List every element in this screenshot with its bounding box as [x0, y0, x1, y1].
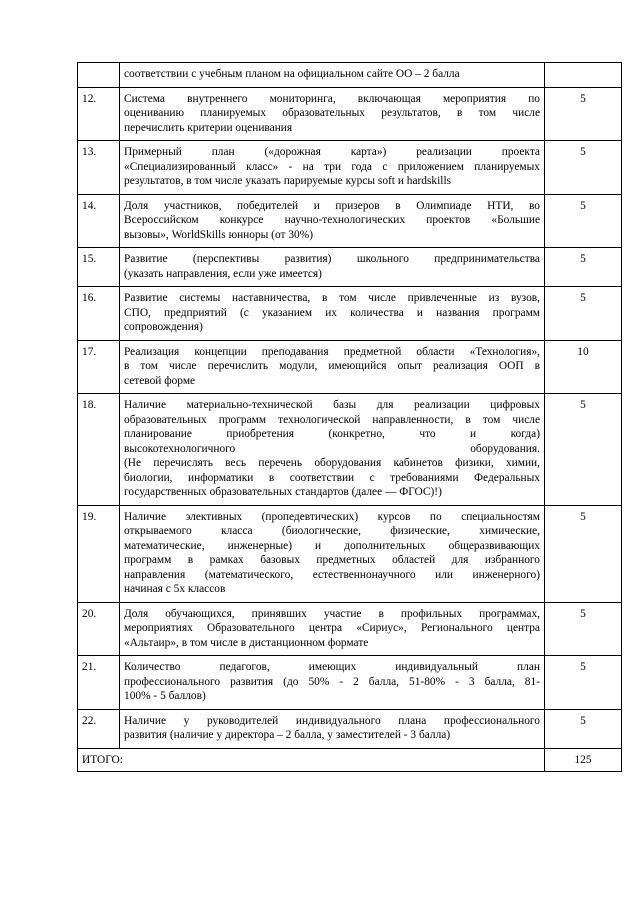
- criterion-line: Доля участников, победителей и призеров в Олимпиаде НТИ, во: [124, 199, 540, 212]
- row-score: 5: [545, 248, 622, 287]
- row-number: 13.: [78, 141, 120, 195]
- criterion-line: Наличие элективных (пропедевтических) курсов по специальностям: [124, 510, 540, 523]
- criteria-table-body: [78, 63, 622, 749]
- row-number: 15.: [78, 248, 120, 287]
- criterion-line: 100% - 5 баллов): [124, 690, 206, 702]
- table-row: [78, 340, 622, 394]
- criterion-text: [120, 505, 545, 602]
- table-row: [78, 656, 622, 710]
- row-score: [545, 63, 622, 88]
- criterion-text: [120, 656, 545, 710]
- criterion-line: развития (наличие у директора – 2 балла, у заместителей - 3 балла): [124, 729, 451, 741]
- total-score: 125: [545, 748, 622, 772]
- criterion-line: вызовы», WorldSkills юнноры (от 30%): [124, 228, 314, 241]
- row-score: 5: [545, 709, 622, 748]
- row-score: 5: [545, 194, 622, 248]
- row-score: 5: [545, 87, 622, 141]
- row-number: 20.: [78, 602, 120, 656]
- criterion-text: [120, 709, 545, 748]
- criterion-line: мероприятиях Образовательного центра «Сириус», Регионального центра: [124, 622, 540, 634]
- row-number: 18.: [78, 394, 120, 506]
- table-row: [78, 63, 622, 88]
- criterion-text: [120, 141, 545, 195]
- criterion-line: Наличие материально-технической базы для реализации цифровых: [124, 399, 540, 411]
- row-number: 21.: [78, 656, 120, 710]
- criterion-line: открываемого класса (биологические, физические, химические,: [124, 525, 540, 537]
- criterion-line: в том числе перечислить модули, имеющийся опыт реализация ООП в: [124, 360, 540, 372]
- total-label: ИТОГО:: [78, 748, 545, 772]
- criterion-line: сопровождения): [124, 321, 203, 333]
- row-number: [78, 63, 120, 88]
- criterion-line: Примерный план («дорожная карта») реализации проекта: [124, 146, 540, 158]
- criterion-line: перечислить критерии оценивания: [124, 121, 293, 134]
- table-row: [78, 602, 622, 656]
- criterion-text: [120, 87, 545, 141]
- table-row: [78, 505, 622, 602]
- criterion-line: высокотехнологичного оборудования.: [124, 442, 540, 455]
- row-score: 5: [545, 505, 622, 602]
- table-row: [78, 194, 622, 248]
- row-number: 16.: [78, 287, 120, 341]
- criterion-text: [120, 287, 545, 341]
- criterion-line: соответствии с учебным планом на официальном сайте ОО – 2 балла: [124, 68, 460, 80]
- criterion-line: Доля обучающихся, принявших участие в профильных программах,: [124, 607, 540, 620]
- table-row: [78, 87, 622, 141]
- row-score: 10: [545, 340, 622, 394]
- row-number: 19.: [78, 505, 120, 602]
- criterion-text: [120, 602, 545, 656]
- row-score: 5: [545, 656, 622, 710]
- criterion-line: «Специализированный класс» - на три года с приложением планируемых: [124, 160, 540, 173]
- criterion-text: [120, 63, 545, 88]
- criterion-line: сетевой форме: [124, 374, 196, 387]
- row-number: 22.: [78, 709, 120, 748]
- criterion-line: Количество педагогов, имеющих индивидуальный план: [124, 661, 540, 673]
- row-number: 12.: [78, 87, 120, 141]
- row-score: 5: [545, 141, 622, 195]
- row-score: 5: [545, 394, 622, 506]
- criterion-text: [120, 340, 545, 394]
- criterion-line: образовательных программ технологической направленности, в том числе: [124, 413, 540, 426]
- table-row: [78, 248, 622, 287]
- criterion-line: государственных образовательных стандартов (далее — ФГОС)!): [124, 486, 442, 498]
- criterion-text: [120, 248, 545, 287]
- criterion-line: СПО, предприятий (с указанием их количества и названия программ: [124, 306, 540, 319]
- table-row: [78, 287, 622, 341]
- criterion-line: результатов, в том числе указать парируемые курсы soft и hardskills: [124, 175, 452, 187]
- criteria-table: [77, 62, 622, 772]
- criterion-line: направления (математического, естественнонаучного или инженерного): [124, 568, 540, 581]
- criterion-text: [120, 194, 545, 248]
- criterion-line: Наличие у руководителей индивидуального плана профессионального: [124, 714, 540, 727]
- criterion-line: (Не перечислять весь перечень оборудования кабинетов физики, химии,: [124, 457, 540, 469]
- criterion-line: планирование приобретения (конкретно, что и когда): [124, 428, 540, 440]
- criterion-line: математические, инженерные) и дополнительных общеразвивающих: [124, 539, 540, 552]
- row-score: 5: [545, 602, 622, 656]
- criterion-line: оцениванию планируемых образовательных результатов, в том числе: [124, 107, 540, 119]
- row-number: 14.: [78, 194, 120, 248]
- criterion-line: Развитие (перспективы развития) школьного предпринимательства: [124, 253, 540, 265]
- criterion-line: биологии, информатики в соответствии с требованиями Федеральных: [124, 471, 540, 484]
- table-row: [78, 141, 622, 195]
- row-number: 17.: [78, 340, 120, 394]
- row-score: 5: [545, 287, 622, 341]
- criterion-line: Всероссийском конкурсе научно-технологических проектов «Большие: [124, 214, 540, 226]
- total-row: [78, 748, 622, 772]
- criterion-line: Реализация концепции преподавания предметной области «Технология»,: [124, 345, 540, 358]
- table-row: [78, 394, 622, 506]
- criterion-line: Развитие системы наставничества, в том числе привлеченные из вузов,: [124, 292, 540, 304]
- criterion-line: (указать направления, если уже имеется): [124, 267, 322, 280]
- criterion-line: «Альтаир», в том числе в дистанционном формате: [124, 636, 369, 649]
- criterion-line: Система внутреннего мониторинга, включающая мероприятия по: [124, 92, 540, 105]
- criterion-text: [120, 394, 545, 506]
- criterion-line: программ в рамках базовых предметных областей для избранного: [124, 554, 540, 566]
- criterion-line: начиная с 5х классов: [124, 583, 226, 595]
- criterion-line: профессионального развития (до 50% - 2 балла, 51-80% - 3 балла, 81-: [124, 675, 540, 688]
- table-row: [78, 709, 622, 748]
